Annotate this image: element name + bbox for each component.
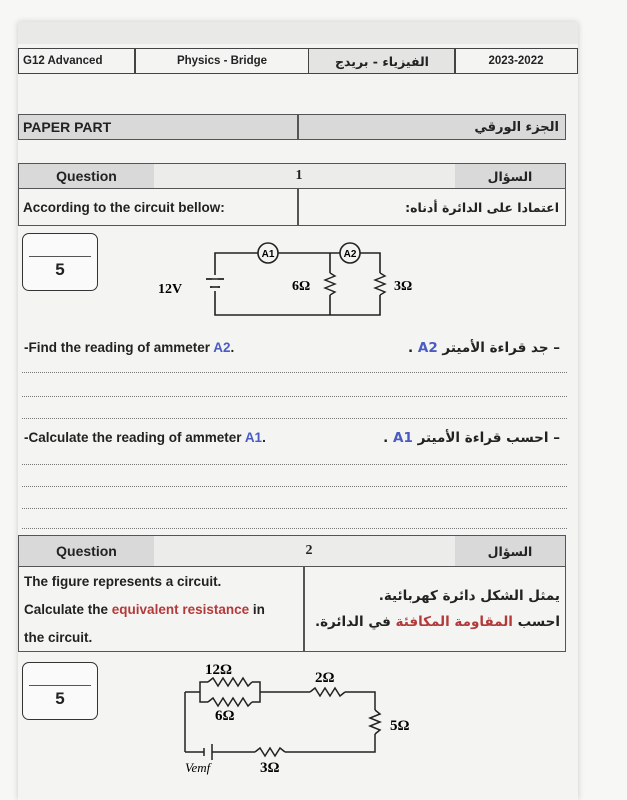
resistor-3-ohm-2	[255, 748, 285, 756]
q2-number: 2	[305, 543, 313, 558]
resistor-3-label-2: 3Ω	[260, 760, 280, 776]
q2-label-ar: السؤال	[455, 536, 565, 566]
q1-label-en: Question	[19, 164, 154, 188]
q1-score-box	[22, 233, 98, 291]
paper-part-row	[18, 114, 566, 140]
voltage-label: 12V	[158, 282, 183, 297]
q1-part-b-ar: – احسب قراءة الأميتر A1 .	[383, 430, 560, 446]
resistor-6-label-2: 6Ω	[215, 708, 235, 724]
q2-score: 5	[55, 689, 65, 708]
paper-part-ar: الجزء الورقي	[474, 119, 559, 135]
circuit-diagram-2	[160, 660, 440, 795]
ammeter-a2-ref: A2	[213, 340, 231, 355]
vemf-label: Vemf	[185, 760, 211, 775]
circuit-diagram-1	[150, 235, 430, 330]
subject-ar: الفيزياء - بريدج	[308, 48, 456, 74]
q2-line1-en: The figure represents a circuit.	[24, 574, 222, 589]
q1-intro-row	[18, 188, 566, 226]
resistor-5-label: 5Ω	[390, 718, 410, 734]
q2-line2-en: Calculate the equivalent resistance in	[24, 602, 265, 617]
q1-part-b-en: -Calculate the reading of ammeter A1.	[24, 430, 266, 445]
q1-score: 5	[55, 260, 65, 279]
q1-number: 1	[295, 168, 303, 183]
resistor-3-label: 3Ω	[394, 279, 413, 294]
header-bar	[18, 48, 578, 74]
resistor-12-ohm	[208, 678, 252, 686]
resistor-2-ohm	[310, 688, 345, 696]
ammeter-a1-ref: A1	[244, 430, 263, 445]
q1-part-a-en: -Find the reading of ammeter A2.	[24, 340, 235, 355]
paper-part-en: PAPER PART	[23, 119, 112, 135]
q2-label-en: Question	[19, 536, 154, 566]
q2-header-row	[18, 535, 566, 567]
q1-part-a-ar: – جد قراءة الأميتر A2 .	[408, 340, 560, 356]
q2-line2-ar: احسب المقاومة المكافئة في الدائرة.	[314, 614, 560, 630]
equivalent-resistance-highlight: equivalent resistance	[111, 602, 250, 617]
top-strip	[18, 22, 578, 44]
q1-header-row	[18, 163, 566, 189]
q1-intro-en: According to the circuit bellow:	[23, 199, 225, 215]
resistor-2-label: 2Ω	[315, 670, 335, 686]
ammeter-a1-label: A1	[261, 249, 275, 260]
resistor-6-label: 6Ω	[292, 279, 311, 294]
resistor-6-ohm-2	[208, 698, 252, 706]
grade-label: G12 Advanced	[18, 48, 136, 74]
q2-line1-ar: يمثل الشكل دائرة كهربائية.	[378, 588, 560, 604]
ammeter-a2-label: A2	[343, 249, 357, 260]
subject-en: Physics - Bridge	[134, 48, 310, 74]
year-label: 2023-2022	[454, 48, 578, 74]
q2-score-box	[22, 662, 98, 720]
q2-line3-en: the circuit.	[24, 630, 93, 645]
resistor-12-label: 12Ω	[205, 662, 233, 678]
q1-label-ar: السؤال	[455, 164, 565, 188]
q1-intro-ar: اعتمادا على الدائرة أدناه:	[405, 199, 559, 215]
resistor-5-ohm	[370, 710, 380, 734]
